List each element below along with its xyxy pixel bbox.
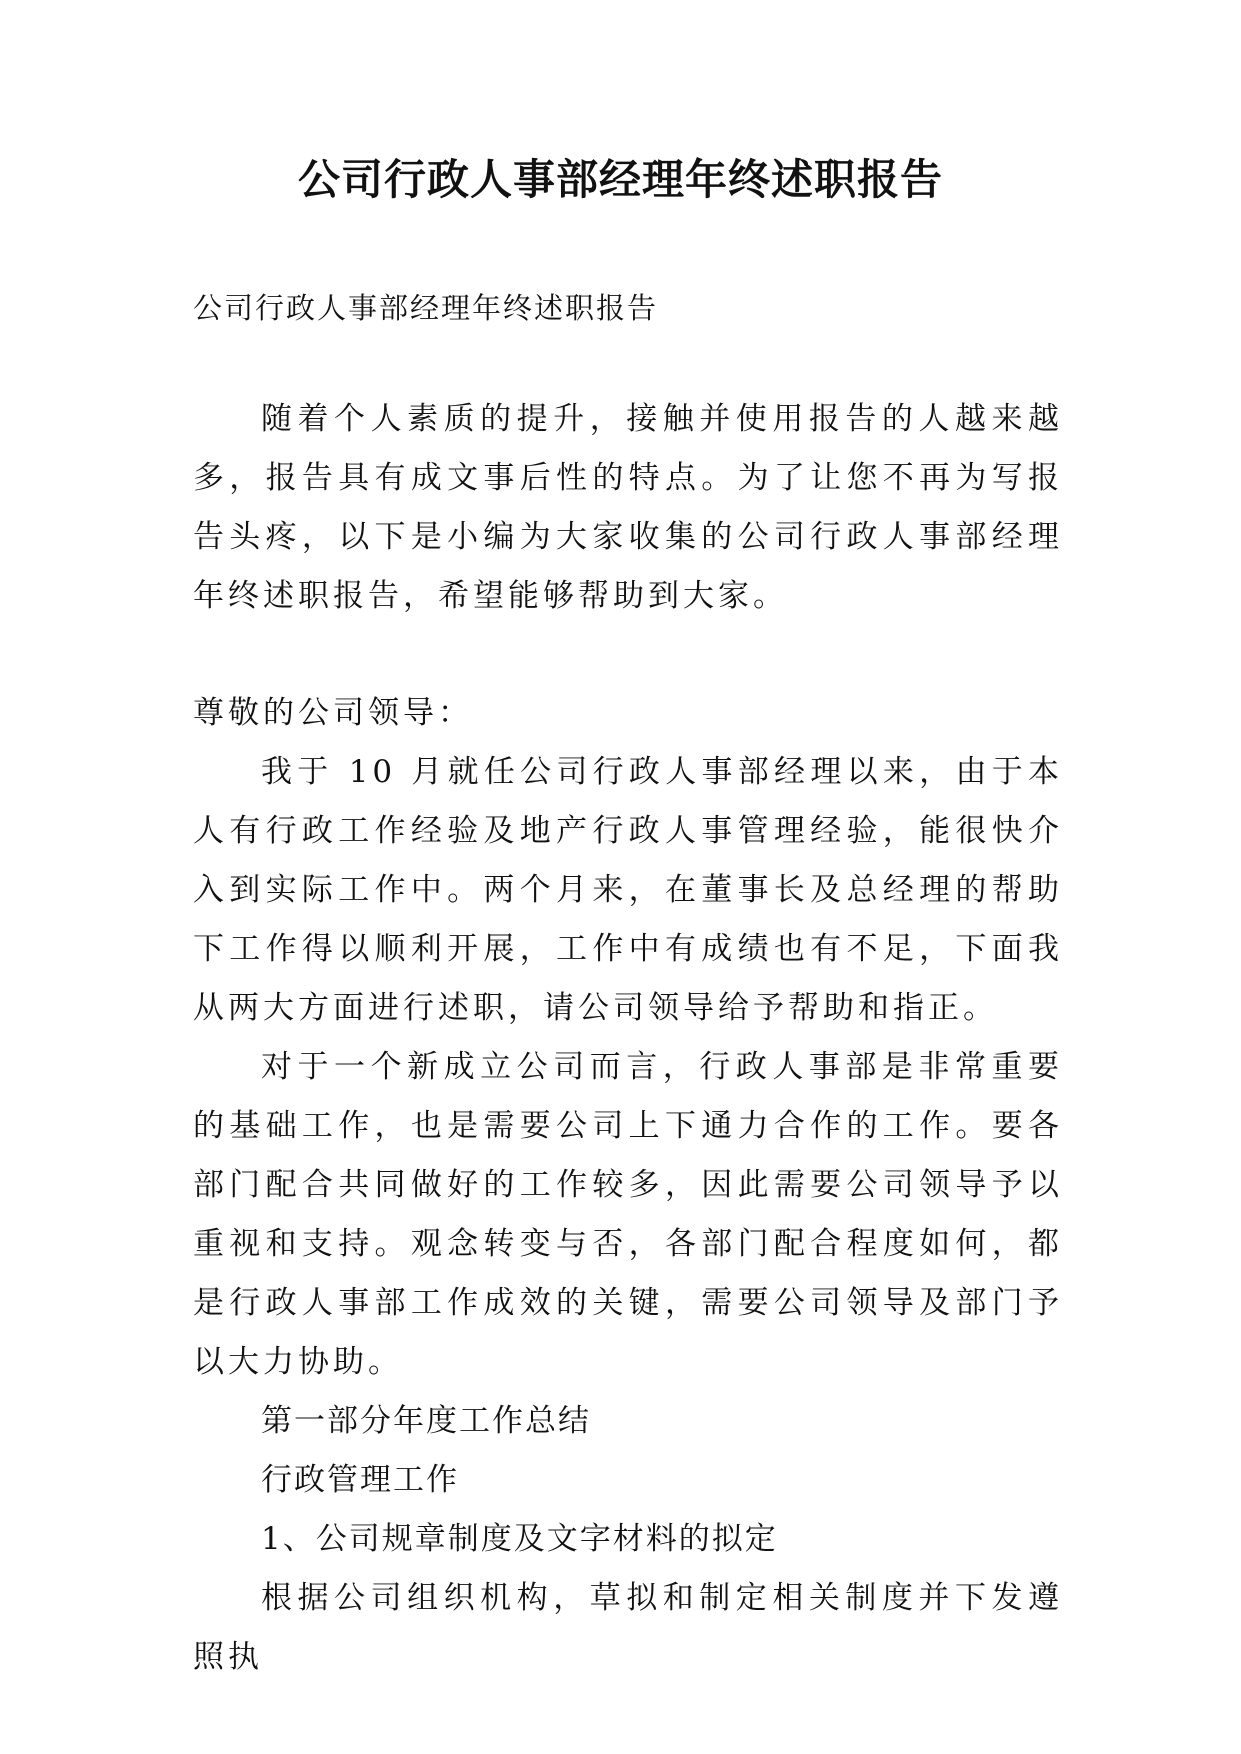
body-paragraph: 根据公司组织机构，草拟和制定相关制度并下发遵照执 [193, 1580, 1063, 1675]
intro-paragraph: 随着个人素质的提升，接触并使用报告的人越来越多，报告具有成文事后性的特点。为了让您不再为写报告头疼，以下是小编为大家收集的公司行政人事部经理年终述职报告，希望能够帮助到大家。 [193, 401, 1063, 614]
item-heading: 1、公司规章制度及文字材料的拟定 [261, 1521, 778, 1557]
subsection-heading: 行政管理工作 [261, 1462, 459, 1498]
body-paragraph: 我于 10 月就任公司行政人事部经理以来，由于本人有行政工作经验及地产行政人事管理经验，能很快介入到实际工作中。两个月来，在董事长及总经理的帮助下工作得以顺利开展，工作中有成绩也有不足，下面我从两大方面进行述职，请公司领导给予帮助和指正。 [193, 754, 1063, 1026]
section-heading: 第一部分年度工作总结 [261, 1403, 591, 1439]
body-paragraph: 对于一个新成立公司而言，行政人事部是非常重要的基础工作，也是需要公司上下通力合作的工作。要各部门配合共同做好的工作较多，因此需要公司领导予以重视和支持。观念转变与否，各部门配合程度如何，都是行政人事部工作成效的关键，需要公司领导及部门予以大力协助。 [193, 1049, 1063, 1380]
document-body [193, 288, 1063, 1687]
salutation: 尊敬的公司领导： [193, 695, 473, 731]
document-title: 公司行政人事部经理年终述职报告 [297, 155, 943, 204]
document-subtitle: 公司行政人事部经理年终述职报告 [193, 291, 659, 325]
